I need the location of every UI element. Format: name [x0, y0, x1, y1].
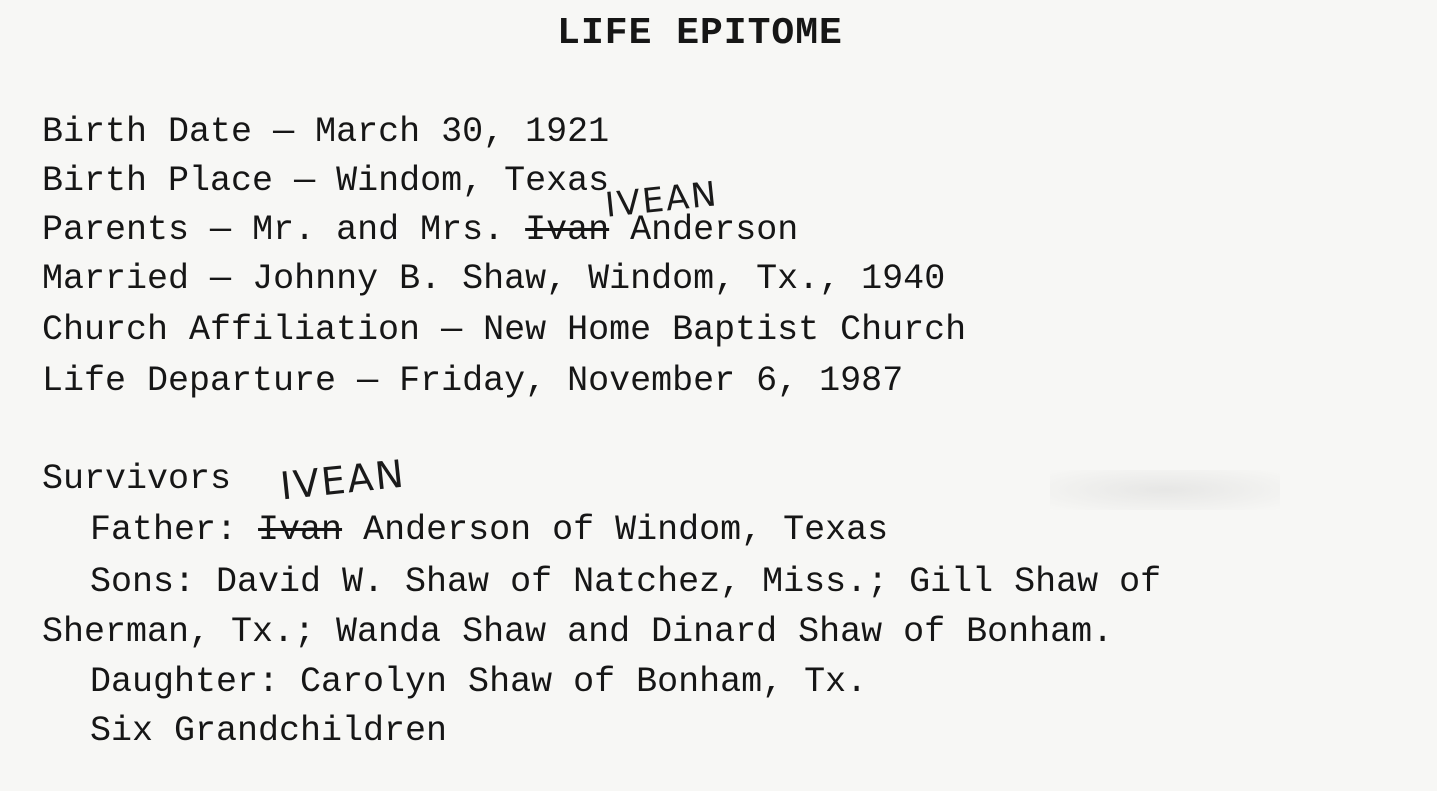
- struck-name: Ivan: [525, 210, 610, 250]
- fact-label: Church Affiliation: [42, 310, 421, 350]
- fact-married: [42, 259, 946, 299]
- fact-label: Parents: [42, 210, 190, 250]
- survivors-heading: Survivors: [42, 459, 232, 499]
- fact-label: Birth Date: [42, 112, 253, 152]
- survivor-sons-line-2: Sherman, Tx.; Wanda Shaw and Dinard Shaw of Bonham.: [42, 612, 1114, 652]
- fact-separator: —: [210, 210, 232, 250]
- fact-birth-place: [42, 161, 610, 201]
- fact-church-affiliation: [42, 310, 967, 350]
- fact-label: Birth Place: [42, 161, 274, 201]
- father-rest: Anderson of Windom, Texas: [363, 510, 889, 550]
- fact-separator: —: [441, 310, 463, 350]
- page-title: LIFE EPITOME: [557, 12, 843, 55]
- fact-separator: —: [273, 112, 295, 152]
- survivor-father: [90, 510, 889, 550]
- fact-label: Married: [42, 259, 190, 299]
- struck-name: Ivan: [258, 510, 343, 550]
- fact-value: March 30, 1921: [315, 112, 610, 152]
- fact-value: Friday, November 6, 1987: [399, 361, 904, 401]
- fact-value: New Home Baptist Church: [483, 310, 967, 350]
- fact-value-prefix: Mr. and Mrs.: [252, 210, 505, 250]
- fact-label: Life Departure: [42, 361, 337, 401]
- fact-separator: —: [357, 361, 379, 401]
- fact-value-suffix: Anderson: [630, 210, 799, 250]
- father-label: Father:: [90, 510, 238, 550]
- fact-separator: —: [210, 259, 232, 299]
- fact-value: Johnny B. Shaw, Windom, Tx., 1940: [252, 259, 946, 299]
- fact-separator: —: [294, 161, 316, 201]
- handwritten-correction: IVEAN: [603, 174, 721, 226]
- survivor-sons-line-1: Sons: David W. Shaw of Natchez, Miss.; Gill Shaw of: [90, 562, 1162, 602]
- fact-birth-date: [42, 112, 610, 152]
- survivor-grandchildren: Six Grandchildren: [90, 711, 448, 751]
- fact-life-departure: [42, 361, 904, 401]
- handwritten-correction: IVEAN: [278, 451, 408, 509]
- paper-smudge: [1050, 470, 1280, 510]
- fact-value: Windom, Texas: [336, 161, 610, 201]
- survivor-daughter: Daughter: Carolyn Shaw of Bonham, Tx.: [90, 662, 868, 702]
- fact-parents: [42, 210, 799, 250]
